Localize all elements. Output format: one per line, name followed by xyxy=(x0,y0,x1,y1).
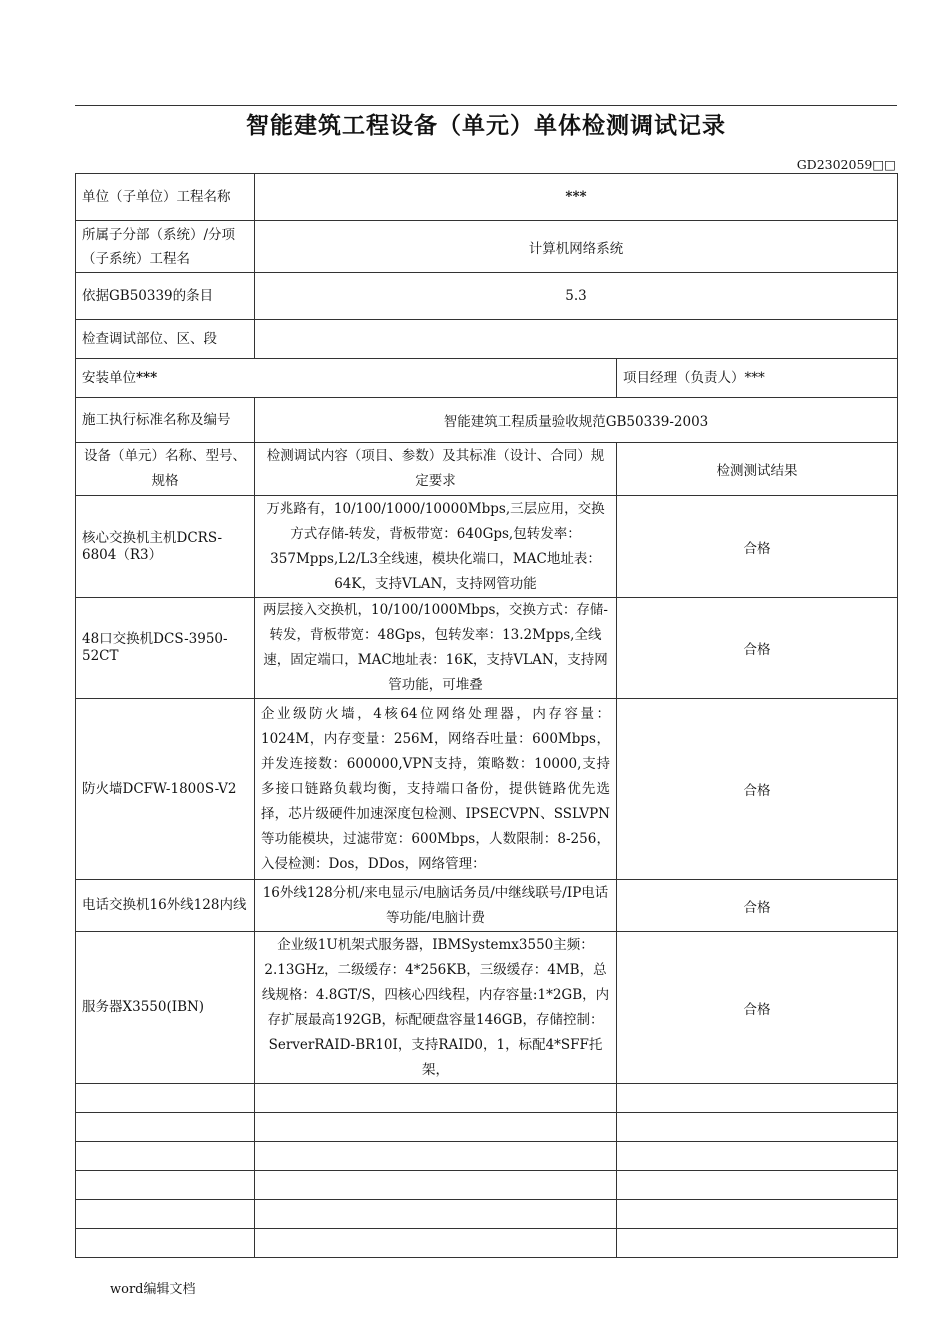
device-row xyxy=(76,699,898,880)
location-label: 检查调试部位、区、段 xyxy=(76,320,255,359)
install-unit-label: 安装单位 xyxy=(82,369,136,386)
device-name: 48口交换机DCS-3950-52CT xyxy=(76,598,255,699)
device-row xyxy=(76,932,898,1084)
standard-label: 施工执行标准名称及编号 xyxy=(76,398,255,443)
footer-note: word编辑文档 xyxy=(110,1282,196,1297)
device-row xyxy=(76,598,898,699)
record-table xyxy=(75,173,898,1258)
device-name: 服务器X3550(IBN) xyxy=(76,932,255,1084)
empty-row xyxy=(76,1113,898,1142)
unit-label: 单位（子单位）工程名称 xyxy=(76,174,255,221)
manager-cell xyxy=(617,359,898,398)
empty-row xyxy=(76,1171,898,1200)
subsystem-value: 计算机网络系统 xyxy=(255,221,898,273)
manager-label: 项目经理（负责人） xyxy=(623,369,745,386)
install-unit-value: *** xyxy=(136,369,158,386)
standard-value: 智能建筑工程质量验收规范GB50339-2003 xyxy=(255,398,898,443)
clause-value: 5.3 xyxy=(255,273,898,320)
device-spec: 16外线128分机/来电显示/电脑话务员/中继线联号/IP电话等功能/电脑计费 xyxy=(255,880,617,932)
device-spec: 两层接入交换机，10/100/1000Mbps，交换方式：存储-转发，背板带宽：48Gps，包转发率：13.2Mpps,全线速，固定端口，MAC地址表：16K，支持VLAN，支持网管功能，可堆叠 xyxy=(255,598,617,699)
header-result: 检测测试结果 xyxy=(617,443,898,496)
device-row xyxy=(76,496,898,598)
empty-row xyxy=(76,1229,898,1258)
clause-label: 依据GB50339的条目 xyxy=(76,273,255,320)
device-spec: 万兆路有，10/100/1000/10000Mbps,三层应用，交换方式存储-转发，背板带宽：640Gps,包转发率：357Mpps,L2/L3全线速，模块化端口，MAC地址表：64K，支持VLAN，支持网管功能 xyxy=(255,496,617,598)
row-location xyxy=(76,320,898,359)
row-subsystem xyxy=(76,221,898,273)
top-rule xyxy=(75,105,897,106)
location-value xyxy=(255,320,898,359)
device-result: 合格 xyxy=(617,598,898,699)
form-code: GD2302059□□ xyxy=(796,157,896,172)
row-install xyxy=(76,359,898,398)
empty-row xyxy=(76,1200,898,1229)
install-unit-cell xyxy=(76,359,617,398)
header-device: 设备（单元）名称、型号、规格 xyxy=(76,443,255,496)
device-name: 防火墙DCFW-1800S-V2 xyxy=(76,699,255,880)
device-spec: 企业级防火墙，4核64位网络处理器，内存容量：1024M，内存变量：256M，网络吞吐量：600Mbps，并发连接数：600000,VPN支持，策略数：10000,支持多接口链路负载均衡，支持端口备份，提供链路优先选择，芯片级硬件加速深度包检测、IPSECVPN、SSLVPN等功能模块，过滤带宽：600Mbps，人数限制：8-256，入侵检测：Dos，DDos，网络管理： xyxy=(255,699,617,880)
empty-row xyxy=(76,1142,898,1171)
page-title: 智能建筑工程设备（单元）单体检测调试记录 xyxy=(246,113,726,139)
row-table-header xyxy=(76,443,898,496)
device-row xyxy=(76,880,898,932)
device-result: 合格 xyxy=(617,932,898,1084)
device-spec: 企业级1U机架式服务器，IBMSystemx3550主频：2.13GHz，二级缓存：4*256KB，三级缓存：4MB，总线规格：4.8GT/S，四核心四线程，内存容量:1*2GB，内存扩展最高192GB，标配硬盘容量146GB，存储控制：ServerRAID-BR10I，支持RAID0，1，标配4*SFF托架， xyxy=(255,932,617,1084)
device-result: 合格 xyxy=(617,699,898,880)
manager-value: *** xyxy=(744,369,765,386)
header-spec: 检测调试内容（项目、参数）及其标准（设计、合同）规定要求 xyxy=(255,443,617,496)
row-unit xyxy=(76,174,898,221)
subsystem-label: 所属子分部（系统）/分项（子系统）工程名 xyxy=(76,221,255,273)
row-clause xyxy=(76,273,898,320)
device-name: 电话交换机16外线128内线 xyxy=(76,880,255,932)
row-standard xyxy=(76,398,898,443)
device-result: 合格 xyxy=(617,496,898,598)
device-name: 核心交换机主机DCRS-6804（R3） xyxy=(76,496,255,598)
empty-row xyxy=(76,1084,898,1113)
unit-value: *** xyxy=(255,174,898,221)
device-result: 合格 xyxy=(617,880,898,932)
